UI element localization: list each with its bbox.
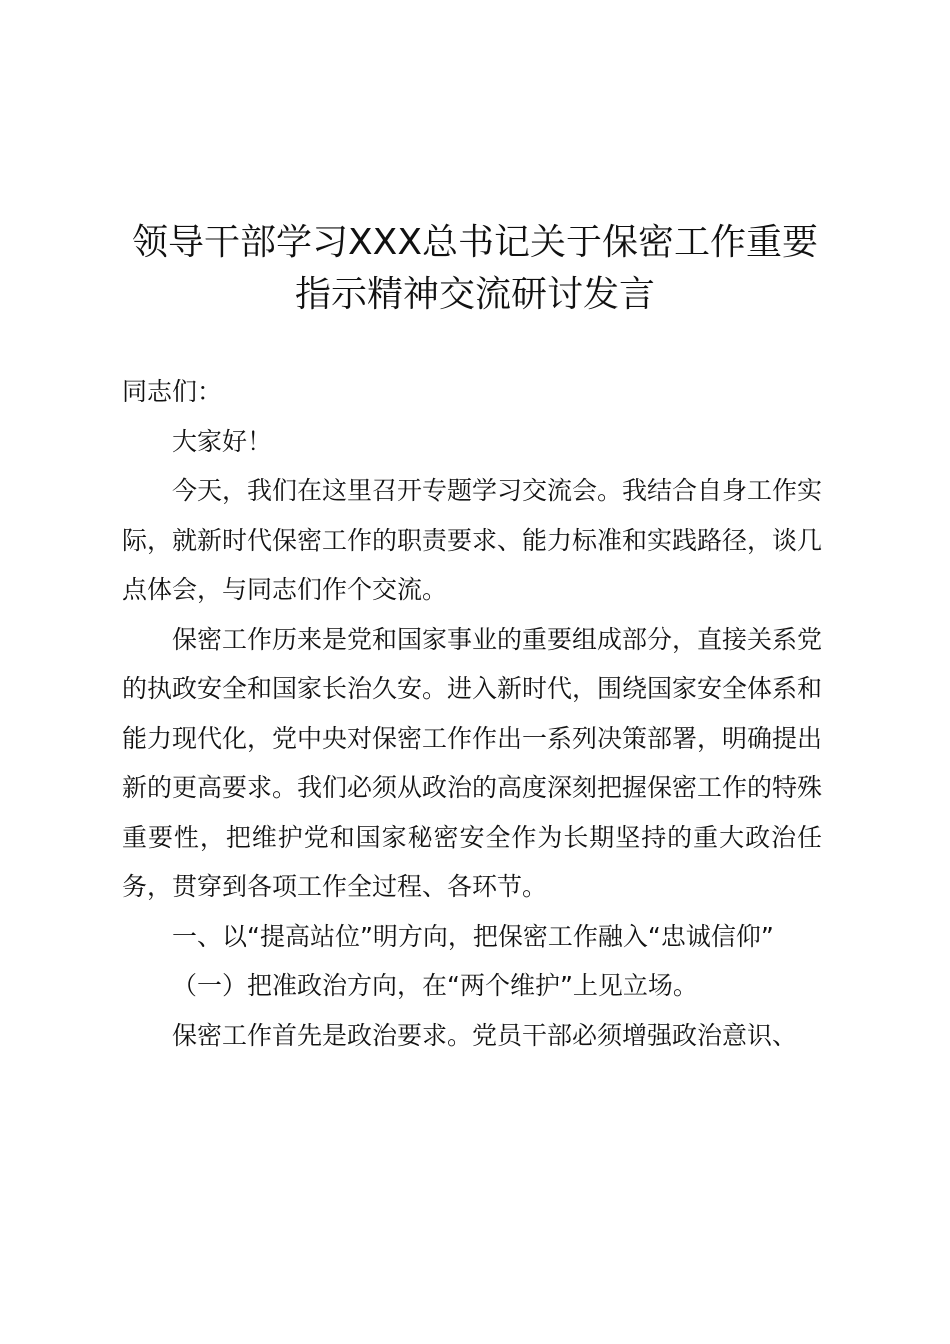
document-body	[122, 367, 822, 1060]
section-heading: 一、以“提高站位”明方向，把保密工作融入“忠诚信仰”	[172, 921, 774, 951]
paragraph-background: 保密工作历来是党和国家事业的重要组成部分，直接关系党的执政安全和国家长治久安。进入新时代，围绕国家安全体系和能力现代化，党中央对保密工作作出一系列决策部署，明确提出新的更高要求。我们必须从政治的高度深刻把握保密工作的特殊重要性，把维护党和国家秘密安全作为长期坚持的重大政治任务，贯穿到各项工作全过程、各环节。	[122, 624, 823, 901]
sub-heading: （一）把准政治方向，在“两个维护”上见立场。	[172, 971, 698, 1000]
paragraph-political: 保密工作首先是政治要求。党员干部必须增强政治意识、	[172, 1020, 798, 1050]
title-line-1: 领导干部学习XXX总书记关于保密工作重要	[132, 222, 818, 263]
salutation: 同志们：	[122, 377, 223, 406]
document-title	[100, 217, 850, 321]
paragraph-intro: 今天，我们在这里召开专题学习交流会。我结合自身工作实际，就新时代保密工作的职责要求、能力标准和实践路径，谈几点体会，与同志们作个交流。	[122, 476, 823, 604]
greeting: 大家好！	[172, 426, 273, 456]
title-line-2: 指示精神交流研讨发言	[294, 274, 655, 315]
